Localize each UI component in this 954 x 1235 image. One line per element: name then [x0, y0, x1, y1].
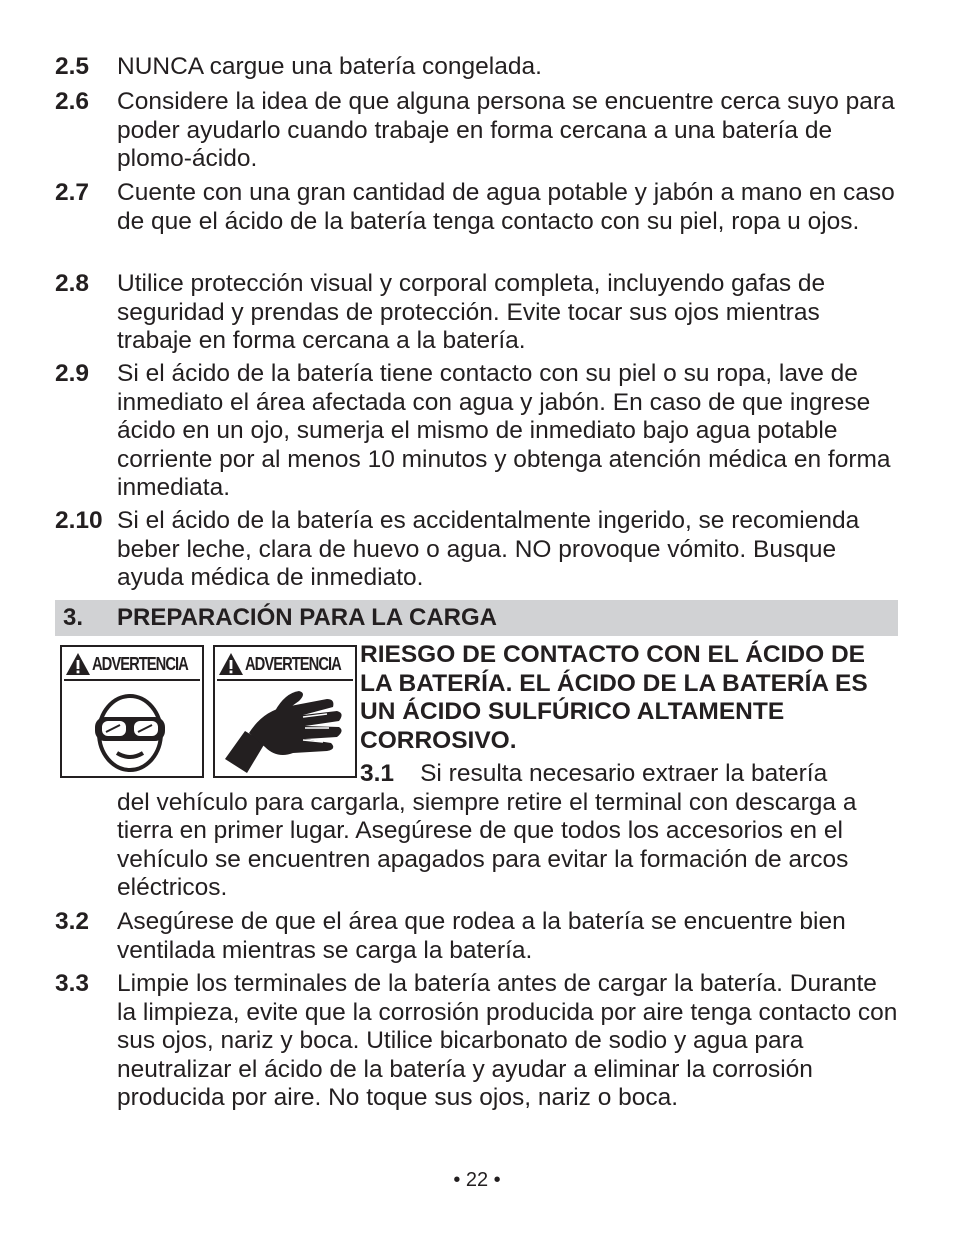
item-text: Si resulta necesario extraer la batería — [420, 760, 828, 787]
warning-label-text: ADVERTENCIA — [245, 654, 341, 674]
item-text: Asegúrese de que el área que rodea a la batería se encuentre bien ventilada mientras se carga la batería. — [117, 908, 846, 964]
section-number: 3. — [63, 604, 84, 631]
warning-label-text: ADVERTENCIA — [92, 654, 188, 674]
item-first-line — [360, 760, 827, 789]
item-text-continued: del vehículo para cargarla, siempre retire el terminal con descarga a tierra en primer lugar. Asegúrese de que todos los accesorios en el vehículo se encuentren apagados para evitar la formación de arcos eléctricos. — [117, 788, 857, 901]
warning-label-goggles — [60, 645, 204, 778]
section-title: PREPARACIÓN PARA LA CARGA — [117, 604, 498, 631]
item-number: 2.8 — [55, 270, 90, 297]
item-text: Si el ácido de la batería es accidentalmente ingerido, se recomienda beber leche, clara de huevo o agua. NO provoque vómito. Busque ayuda médica de inmediato. — [117, 507, 860, 591]
page-number: • 22 • — [453, 1169, 501, 1191]
item-number: 2.9 — [55, 360, 90, 387]
warning-label-glove — [213, 645, 357, 778]
item-number: 2.7 — [55, 179, 90, 206]
list-item — [55, 908, 900, 965]
warning-triangle-icon — [218, 652, 244, 676]
warning-triangle-icon — [65, 652, 91, 676]
item-text: Si el ácido de la batería tiene contacto con su piel o su ropa, lave de inmediato el área afectada con agua y jabón. En caso de que ingrese ácido en un ojo, sumerja el mismo de inmediato bajo agua potable corriente por al menos 10 minutos y obtenga atención médica en forma inmediata. — [117, 360, 891, 501]
item-text: Limpie los terminales de la batería antes de cargar la batería. Durante la limpieza, evite que la corrosión producida por aire tenga contacto con sus ojos, nariz y boca. Utilice bicarbonato de sodio y agua para neutralizar el ácido de la batería y ayudar a eliminar la corrosión producida por aire. No toque sus ojos, nariz o boca. — [117, 970, 898, 1111]
item-number: 3.3 — [55, 970, 90, 997]
item-text: Utilice protección visual y corporal completa, incluyendo gafas de seguridad y prendas de protección. Evite tocar sus ojos mientras trabaje en forma cercana a la batería. — [117, 270, 826, 354]
item-number: 2.10 — [55, 507, 103, 534]
list-item — [55, 507, 900, 593]
list-item — [55, 360, 900, 503]
item-text: Considere la idea de que alguna persona se encuentre cerca suyo para poder ayudarlo cuando trabaje en forma cercana a una batería de plomo-ácido. — [117, 88, 895, 172]
protective-glove-icon — [215, 681, 355, 776]
warning-header — [64, 649, 200, 681]
item-number: 3.2 — [55, 908, 90, 935]
list-item — [55, 970, 900, 1113]
item-number: 2.5 — [55, 53, 90, 80]
item-number: 2.6 — [55, 88, 90, 115]
list-item — [55, 270, 900, 356]
list-item — [55, 53, 900, 82]
warning-header — [217, 649, 353, 681]
section-header — [55, 600, 898, 636]
item-text: NUNCA cargue una batería congelada. — [117, 53, 542, 80]
safety-goggles-icon — [62, 681, 202, 776]
warning-statement: RIESGO DE CONTACTO CON EL ÁCIDO DE LA BATERÍA. EL ÁCIDO DE LA BATERÍA ES UN ÁCIDO SULFÚRICO ALTAMENTE CORROSIVO. — [360, 641, 868, 754]
list-item — [55, 88, 900, 174]
item-text: Cuente con una gran cantidad de agua potable y jabón a mano en caso de que el ácido de la batería tenga contacto con su piel, ropa u ojos. — [117, 179, 895, 235]
list-item — [55, 179, 900, 236]
item-number: 3.1 — [360, 760, 395, 787]
